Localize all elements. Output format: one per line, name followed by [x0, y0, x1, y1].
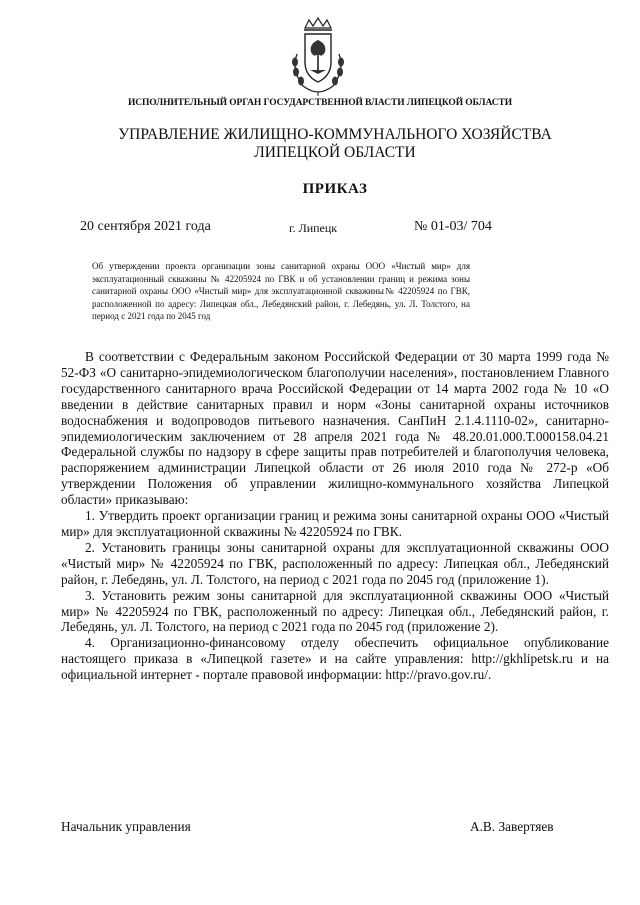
preamble-paragraph: В соответствии с Федеральным законом Российской Федерации от 30 марта 1999 года № 52-ФЗ «О санитарно-эпидемиологическом благополучии населения», постановлением Главного государственного санитарного врача Российской Федерации от 14 марта 2002 года № 10 «О введении в действие санитарных правил и норм «Зоны санитарной охраны источников водоснабжения и водопроводов питьевого назначения. СанПиН 2.1.4.1110-02», санитарно-эпидемиологическим заключением от 28 апреля 2021 года № 48.20.01.000.Т.000158.04.21 Федеральной службы по надзору в сфере защиты прав потребителей и благополучия человека, распоряжением администрации Липецкой области от 26 июля 2010 года № 272-р «Об утверждении Положения об управлении жилищно-коммунального хозяйства Липецкой области» приказываю:	[61, 349, 609, 508]
order-item-2: 2. Установить границы зоны санитарной охраны для эксплуатационной скважины ООО «Чистый мир» № 42205924 по ГВК, расположенный по адресу: Липецкая обл., Лебедянский район, г. Лебедянь, ул. Л. Толстого, на период с 2021 года по 2045 год (приложение 1).	[61, 539, 609, 587]
order-item-1: 1. Утвердить проект организации границ и режима зоны санитарной охраны ООО «Чистый мир» для эксплуатационной скважины № 42205924 по ГВК.	[61, 508, 609, 539]
signer-position: Начальник управления	[61, 819, 191, 834]
order-city: г. Липецк	[289, 221, 338, 235]
order-subject: Об утверждении проекта организации зоны санитарной охраны ООО «Чистый мир» для эксплуатационный скважины № 42205924 по ГВК и об установлении границ и режима зоны санитарной охраны ООО «Чистый мир» для эксплуатационной скважины№ 42205924 по ГВК, расположенной по адресу: Липецкая обл., Лебедянский район, г. Лебедянь, ул. Л. Толстого, на период с 2021 года по 2045 год	[92, 261, 470, 321]
order-date: 20 сентября 2021 года	[80, 219, 211, 234]
order-item-3: 3. Установить режим зоны санитарной для эксплуатационной скважины ООО «Чистый мир» № 42205924 по ГВК, расположенный по адресу: Липецкая обл., Лебедянский район, г. Лебедянь, ул. Л. Толстого, на период с 2021 года по 2045 год (приложение 2).	[61, 587, 609, 635]
order-body	[61, 349, 609, 683]
department-name	[0, 126, 640, 162]
order-number: № 01-03/ 704	[414, 219, 492, 234]
department-name-line2: ЛИПЕЦКОЙ ОБЛАСТИ	[254, 144, 416, 161]
signer-name: А.В. Завертяев	[470, 819, 554, 834]
agency-name: ИСПОЛНИТЕЛЬНЫЙ ОРГАН ГОСУДАРСТВЕННОЙ ВЛАСТИ ЛИПЕЦКОЙ ОБЛАСТИ	[127, 98, 513, 108]
department-name-line1: УПРАВЛЕНИЕ ЖИЛИЩНО-КОММУНАЛЬНОГО ХОЗЯЙСТВА	[118, 126, 552, 143]
coat-of-arms-icon	[283, 14, 353, 96]
document-type: ПРИКАЗ	[302, 181, 368, 197]
order-item-4: 4. Организационно-финансовому отделу обеспечить официальное опубликование настоящего приказа в «Липецкой газете» и на сайте управления: http://gkhlipetsk.ru и на официальной интернет - портале правовой информации: http://pravo.gov.ru/.	[61, 635, 609, 683]
